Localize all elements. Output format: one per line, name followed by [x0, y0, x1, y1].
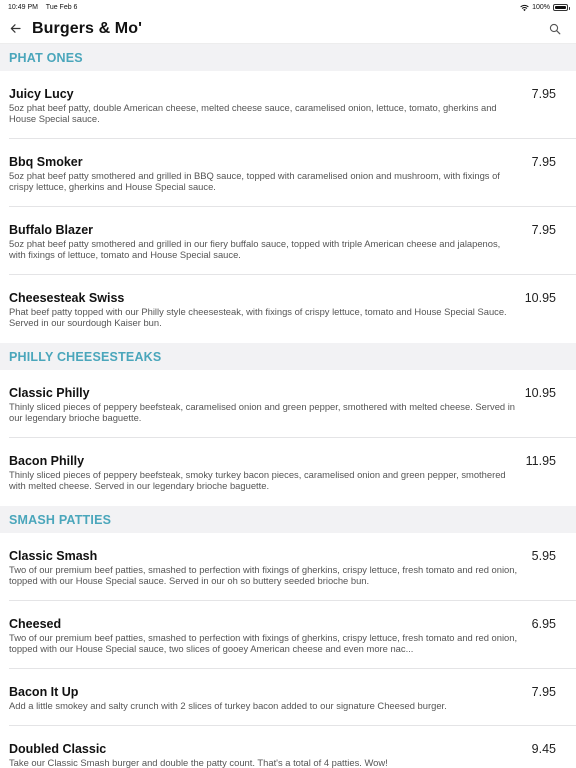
item-description: Add a little smokey and salty crunch with 2 slices of turkey bacon added to our signature Cheesed burger.: [9, 701, 447, 711]
item-name: Cheesed: [9, 617, 62, 631]
item-price: 10.95: [524, 291, 556, 305]
item-name: Doubled Classic: [9, 742, 107, 756]
section-title: PHILLY CHEESESTEAKS: [9, 349, 162, 364]
status-time: 10:49 PM: [8, 3, 38, 11]
item-name: Juicy Lucy: [9, 87, 74, 101]
section-title: SMASH PATTIES: [9, 512, 112, 527]
section-header-phat-ones: [0, 44, 576, 71]
status-left: [8, 4, 83, 11]
nav-bar: [0, 14, 576, 44]
section-header-philly-cheesesteaks: [0, 343, 576, 370]
battery-icon: [553, 4, 568, 11]
menu-item-cheesed[interactable]: [0, 601, 576, 669]
item-description: Take our Classic Smash burger and double the patty count. That's a total of 4 patties. Wow!: [9, 758, 388, 768]
menu-item-doubled-classic[interactable]: [0, 726, 576, 768]
item-description: 5oz phat beef patty smothered and grilled in our fiery buffalo sauce, topped with triple American cheese and jalapenos, with fixings of lettuce, tomato and House Special sauce.: [9, 239, 501, 260]
back-button[interactable]: [8, 22, 22, 36]
item-description: 5oz phat beef patty, double American cheese, melted cheese sauce, caramelised onion, lettuce, tomato, gherkins and House Special sauce.: [9, 103, 497, 124]
wifi-icon: [520, 3, 529, 12]
menu-item-bacon-it-up[interactable]: [0, 669, 576, 726]
menu-item-buffalo-blazer[interactable]: [0, 207, 576, 275]
item-description: Two of our premium beef patties, smashed to perfection with fixings of gherkins, crispy lettuce, fresh tomato and red onion, topped with our House Special sauce, two slices of gooey American cheese and even more nac...: [9, 633, 518, 654]
search-button[interactable]: [549, 22, 562, 35]
item-description: 5oz phat beef patty smothered and grilled in BBQ sauce, topped with caramelised onion and mushroom, with fixings of crispy lettuce, gherkins and House Special sauce.: [9, 171, 500, 192]
item-name: Classic Philly: [9, 386, 90, 400]
section-title: PHAT ONES: [9, 50, 83, 65]
menu-item-classic-philly[interactable]: [0, 370, 576, 438]
item-name: Bacon Philly: [9, 454, 85, 468]
section-header-smash-patties: [0, 506, 576, 533]
status-right: [520, 3, 568, 12]
item-price: 6.95: [531, 617, 556, 631]
page-title: Burgers & Mo': [32, 19, 143, 37]
item-description: Thinly sliced pieces of peppery beefsteak, smoky turkey bacon pieces, caramelised onion and green pepper, smothered with melted cheese. Served in our legendary brioche baguette.: [9, 470, 506, 491]
item-description: Thinly sliced pieces of peppery beefsteak, caramelised onion and green pepper, smothered with melted cheese. Served in our legendary brioche baguette.: [9, 402, 516, 423]
item-name: Classic Smash: [9, 549, 98, 563]
menu-item-classic-smash[interactable]: [0, 533, 576, 601]
item-description: Phat beef patty topped with our Philly style cheesesteak, with fixings of crispy lettuce, tomato and House Special Sauce. Served in our sourdough Kaiser bun.: [9, 307, 507, 328]
menu-item-bbq-smoker[interactable]: [0, 139, 576, 207]
menu-list: [0, 44, 576, 768]
status-bar: [0, 0, 576, 14]
item-price: 10.95: [524, 386, 556, 400]
search-icon: [549, 23, 561, 35]
status-date: Tue Feb 6: [45, 3, 78, 11]
item-name: Bacon It Up: [9, 685, 79, 699]
menu-item-juicy-lucy[interactable]: [0, 71, 576, 139]
battery-fill: [555, 6, 566, 9]
item-price: 5.95: [531, 549, 556, 563]
item-price: 11.95: [525, 454, 556, 468]
item-price: 7.95: [531, 155, 556, 169]
item-price: 9.45: [531, 742, 556, 756]
item-name: Cheesesteak Swiss: [9, 291, 125, 305]
item-description: Two of our premium beef patties, smashed to perfection with fixings of gherkins, crispy lettuce, fresh tomato and red onion, topped with our House Special sauce. Served in our oh so buttery seeded brioche bun.: [9, 565, 518, 586]
battery-percent: 100%: [532, 3, 550, 11]
item-name: Bbq Smoker: [9, 155, 83, 169]
menu-item-bacon-philly[interactable]: [0, 438, 576, 506]
arrow-left-icon: [10, 23, 21, 34]
item-price: 7.95: [531, 87, 556, 101]
menu-item-cheesesteak-swiss[interactable]: [0, 275, 576, 343]
item-name: Buffalo Blazer: [9, 223, 94, 237]
item-price: 7.95: [531, 685, 556, 699]
item-price: 7.95: [531, 223, 556, 237]
